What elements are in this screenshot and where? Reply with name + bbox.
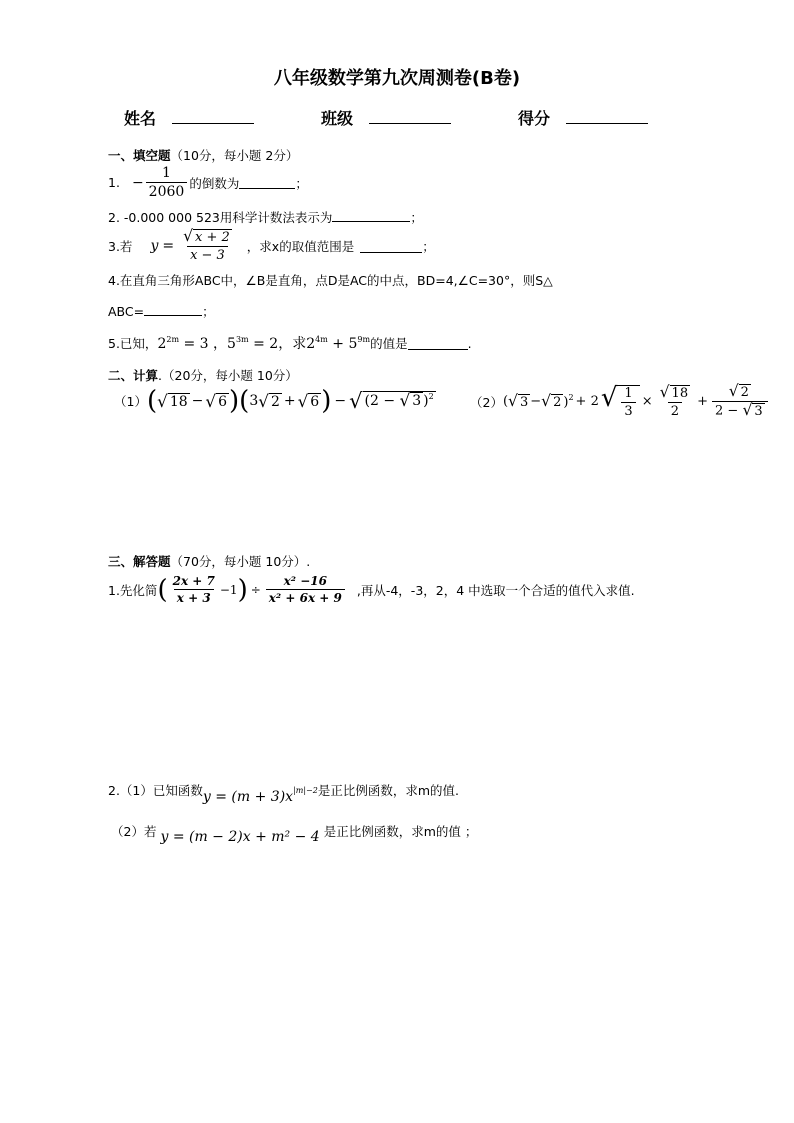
- calc-expression-2: ( √ 3 − √ 2 )$^2$ + 2 √ $\frac{1}{3}$ × √ 18 2 + √ 2 2 − √ 3: [503, 384, 770, 419]
- fraction: $\frac{1}{2060}$: [146, 165, 188, 200]
- simplify-expression: ( $\frac{2x + 7}{x + 3}$ −1 ) ÷ $\frac{\text{x² −16}}{\text{x² + 6x + 9}}$: [157, 574, 346, 605]
- name-field: [124, 106, 254, 129]
- section1-heading: 一、填空题（10分，每小题 2分）: [108, 148, 299, 163]
- answer-blank[interactable]: [332, 209, 410, 222]
- solve-question-1: 1.先化简 ( $\frac{2x + 7}{x + 3}$ −1 ) ÷ $\frac{\text{x² −16}}{\text{x² + 6x + 9}}$ ,再从-4，-3，2，4 中选取一个合适的值代入求值.: [108, 574, 635, 605]
- section2-heading: 二、计算.（20分，每小题 10分）: [108, 368, 298, 383]
- calc-expression-1: ( √ 18 − √ 6 ) ( 3 √ 2 + √ 6 ) − √ (2 − √ 3 )$^2$: [146, 386, 434, 416]
- score-blank[interactable]: [566, 109, 648, 124]
- answer-blank[interactable]: [408, 337, 468, 350]
- question-1-4-cont: ABC= ；: [108, 304, 215, 319]
- question-1-1: 1. − $\frac{1}{2060}$ 的倒数为 ；: [108, 165, 308, 200]
- question-1-4: 4.在直角三角形ABC中，∠B是直角，点D是AC的中点，BD=4,∠C=30°，则S△: [108, 273, 553, 288]
- score-field: [518, 106, 648, 129]
- page-title: 八年级数学第九次周测卷(B卷): [273, 68, 521, 89]
- section3-heading: 三、解答题（70分，每小题 10分）.: [108, 554, 311, 569]
- answer-blank[interactable]: [239, 176, 295, 189]
- class-label: 班级: [321, 109, 354, 128]
- solve-question-2-1: 2.（1）已知函数 $y = (m + 3)x^{|m|-2}$ 是正比例函数，求m的值.: [108, 783, 460, 805]
- score-label: 得分: [518, 109, 551, 128]
- class-blank[interactable]: [369, 109, 451, 124]
- calc-problem-1: （1） ( √ 18 − √ 6 ) ( 3 √ 2 + √ 6 ) − √ (2 − √ 3 )$^2$: [114, 386, 434, 416]
- solve-question-2-2: （2）若 y = (m − 2)x + m² − 4 是正比例函数，求m的值 ；: [111, 824, 478, 845]
- answer-blank[interactable]: [360, 240, 422, 253]
- answer-blank[interactable]: [144, 303, 202, 316]
- class-field: [321, 106, 451, 129]
- question-1-3: 3.若 y = √ x + 2 x − 3 ，求x的取值范围是 ；: [108, 227, 435, 263]
- question-1-2: 2. -0.000 000 523用科学计数法表示为 ；: [108, 210, 423, 225]
- fraction: √ x + 2 x − 3: [183, 227, 230, 263]
- calc-problem-2: （2） ( √ 3 − √ 2 )$^2$ + 2 √ $\frac{1}{3}$ × √ 18 2 + √ 2 2 − √ 3: [470, 384, 770, 419]
- name-blank[interactable]: [172, 109, 254, 124]
- question-1-5: 5.已知， $2^{2m} = 3$ ， $5^{3m} = 2$，求 $2^{4m} + 5^{9m}$ 的值是 .: [108, 334, 472, 352]
- name-label: 姓名: [124, 109, 157, 128]
